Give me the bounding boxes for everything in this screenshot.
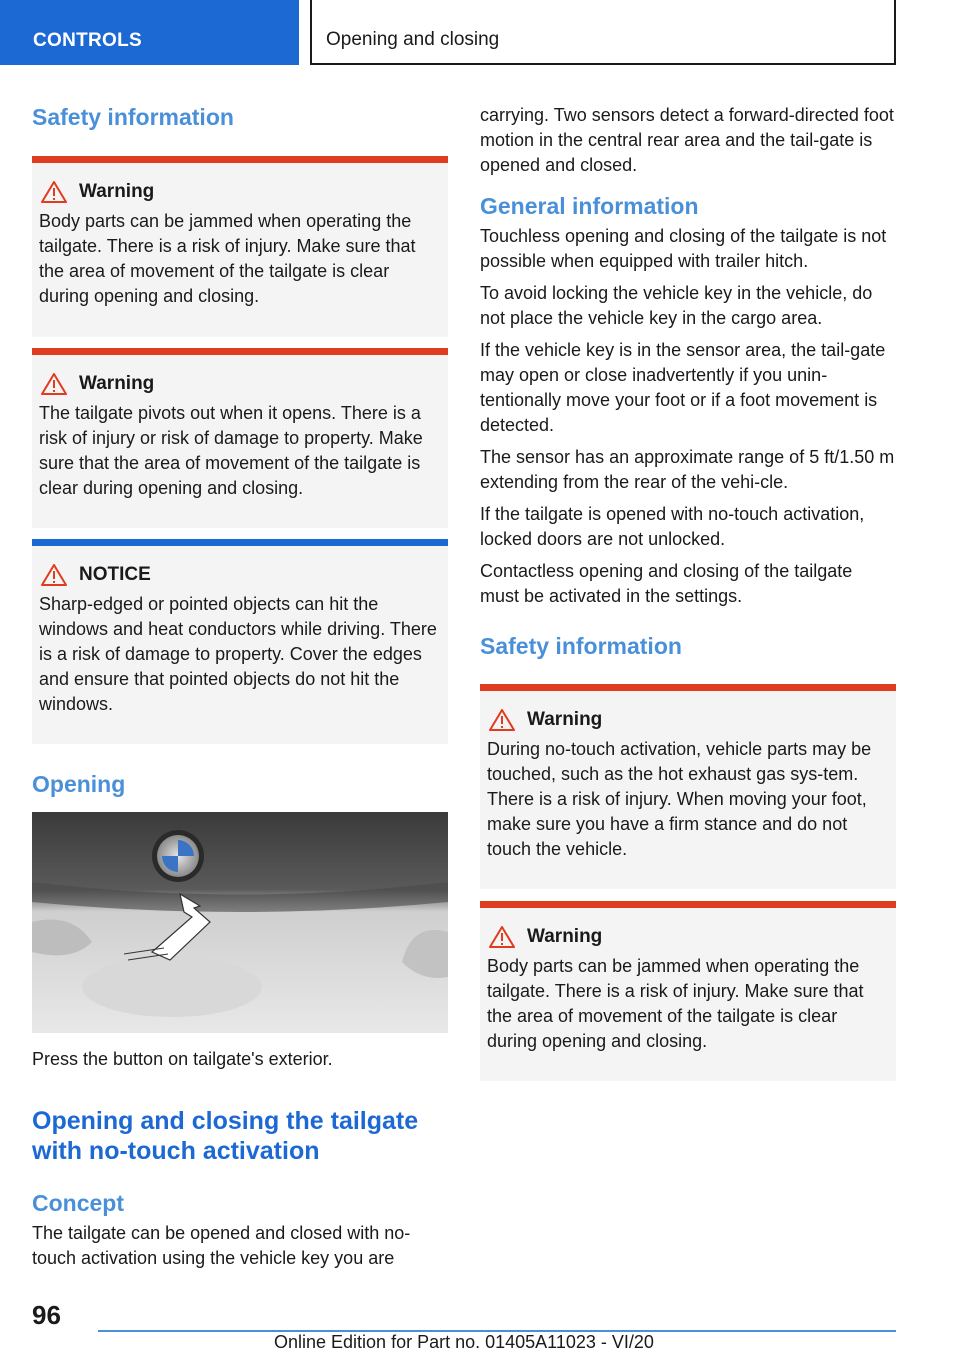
warning-label: Warning bbox=[79, 373, 155, 394]
general-para: Contactless opening and closing of the tailgate must be activated in the settings. bbox=[480, 561, 853, 606]
general-para: If the vehicle key is in the sensor area, the tail-gate may open or close inadvertently if you unin-tentionally move your foot or if a foot movement is detected. bbox=[480, 340, 886, 435]
notice-box bbox=[32, 539, 448, 744]
chapter-title: Opening and closing bbox=[310, 0, 896, 65]
warning-text: Body parts can be jammed when operating the tailgate. There is a risk of injury. Make sure that the area of movement of the tailgate is clear during opening and closing. bbox=[487, 956, 864, 1051]
warning-triangle-icon bbox=[489, 709, 515, 731]
warning-text: Body parts can be jammed when operating the tailgate. There is a risk of injury. Make sure that the area of movement of the tailgate is clear during opening and closing. bbox=[39, 211, 416, 306]
tailgate-button-photo bbox=[32, 812, 448, 1033]
edition-note: Online Edition for Part no. 01405A11023 - VI/20 bbox=[274, 1332, 654, 1352]
concept-heading: Concept bbox=[32, 1190, 124, 1216]
warning-box bbox=[32, 348, 448, 528]
tailgate-illustration bbox=[32, 812, 448, 1033]
warning-label: Warning bbox=[79, 181, 155, 202]
right-column bbox=[480, 100, 896, 1081]
page-header bbox=[0, 0, 960, 66]
warning-label: Warning bbox=[527, 926, 603, 947]
general-para: To avoid locking the vehicle key in the vehicle, do not place the vehicle key in the cargo area. bbox=[480, 283, 873, 328]
section-tab: CONTROLS bbox=[0, 0, 299, 65]
concept-text: The tailgate can be opened and closed with no-touch activation using the vehicle key you are bbox=[32, 1223, 411, 1268]
general-heading: General information bbox=[480, 193, 699, 219]
concept-continued: carrying. Two sensors detect a forward-directed foot motion in the central rear area and the tail-gate is opened and closed. bbox=[480, 105, 894, 175]
notice-text: Sharp-edged or pointed objects can hit the windows and heat conductors while driving. There is a risk of damage to property. Cover the edges and ensure that pointed objects do not hit the windows. bbox=[39, 594, 437, 714]
warning-triangle-icon bbox=[41, 373, 67, 395]
page-number: 96 bbox=[32, 1300, 61, 1330]
safety-heading: Safety information bbox=[32, 104, 234, 130]
warning-triangle-icon bbox=[489, 926, 515, 948]
notouch-heading: Opening and closing the tailgate with no-touch activation bbox=[32, 1107, 419, 1165]
left-column bbox=[32, 100, 448, 1271]
warning-box bbox=[480, 684, 896, 889]
general-para: If the tailgate is opened with no-touch activation, locked doors are not unlocked. bbox=[480, 504, 865, 549]
warning-box bbox=[32, 156, 448, 337]
warning-box bbox=[480, 901, 896, 1081]
general-para: Touchless opening and closing of the tailgate is not possible when equipped with trailer hitch. bbox=[480, 226, 887, 271]
warning-triangle-icon bbox=[41, 564, 67, 586]
safety-heading-right: Safety information bbox=[480, 633, 682, 659]
warning-label: Warning bbox=[527, 709, 603, 730]
warning-triangle-icon bbox=[41, 181, 67, 203]
opening-heading: Opening bbox=[32, 771, 126, 797]
notice-label: NOTICE bbox=[79, 564, 151, 585]
general-para: The sensor has an approximate range of 5 ft/1.50 m extending from the rear of the vehi-cle. bbox=[480, 447, 895, 492]
warning-text: During no-touch activation, vehicle parts may be touched, such as the hot exhaust gas sys-tem. There is a risk of injury. When moving your foot, make sure you have a firm stance and do not touch the vehicle. bbox=[487, 739, 872, 859]
warning-text: The tailgate pivots out when it opens. There is a risk of injury or risk of damage to property. Make sure that the area of movement of the tailgate is clear during opening and closing. bbox=[39, 403, 423, 498]
photo-caption: Press the button on tailgate's exterior. bbox=[32, 1049, 333, 1069]
